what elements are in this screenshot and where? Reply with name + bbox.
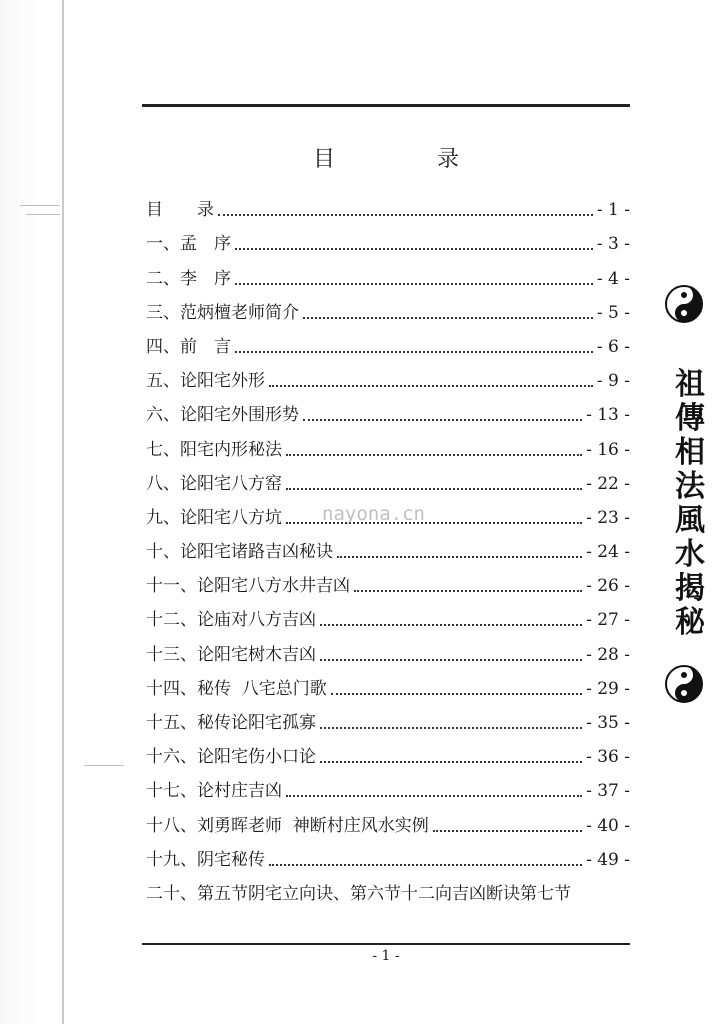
dot-leader bbox=[320, 761, 582, 763]
toc-entry-page: - 29 - bbox=[586, 678, 630, 699]
toc-entry[interactable] bbox=[146, 425, 630, 459]
toc-entry[interactable] bbox=[146, 323, 630, 357]
toc-entry[interactable] bbox=[146, 460, 630, 494]
toc-entry[interactable] bbox=[146, 528, 630, 562]
side-title-char: 風 bbox=[675, 503, 705, 538]
toc-entry-label: 十二、论庙对八方吉凶 bbox=[146, 610, 316, 631]
toc-entry-label: 五、论阳宅外形 bbox=[146, 371, 265, 392]
side-title-char: 法 bbox=[675, 469, 705, 504]
dot-leader bbox=[235, 248, 593, 250]
dot-leader bbox=[433, 830, 582, 832]
toc-entry[interactable] bbox=[146, 220, 630, 254]
toc-entry-label: 十八、刘勇晖老师 神断村庄风水实例 bbox=[146, 815, 429, 836]
toc-entry-label: 十六、论阳宅伤小口论 bbox=[146, 747, 316, 768]
toc-entry-label: 十一、论阳宅八方水井吉凶 bbox=[146, 576, 350, 597]
toc-entry-page: - 24 - bbox=[586, 542, 630, 563]
dot-leader bbox=[320, 659, 582, 661]
header-rule bbox=[142, 104, 630, 107]
toc-entry[interactable] bbox=[146, 596, 630, 630]
toc-entry[interactable] bbox=[146, 630, 630, 664]
toc-entry-label: 二十、第五节阴宅立向诀、第六节十二向吉凶断诀第七节 bbox=[146, 883, 571, 904]
toc-entry-label: 十、论阳宅诸路吉凶秘诀 bbox=[146, 542, 333, 563]
toc-entry[interactable] bbox=[146, 186, 630, 220]
dot-leader bbox=[320, 727, 582, 729]
dot-leader bbox=[235, 351, 593, 353]
toc-entry-page: - 37 - bbox=[586, 781, 630, 802]
toc-entry[interactable] bbox=[146, 665, 630, 699]
toc-entry-page: - 40 - bbox=[586, 815, 630, 836]
toc-entry-continued[interactable] bbox=[146, 870, 630, 904]
dot-leader bbox=[303, 419, 582, 421]
side-title-char: 祖 bbox=[675, 367, 705, 402]
dot-leader bbox=[331, 693, 582, 695]
dot-leader bbox=[286, 795, 582, 797]
toc-entry-page: - 5 - bbox=[596, 302, 630, 323]
toc-entry-label: 目 录 bbox=[146, 200, 214, 221]
scan-mark bbox=[26, 214, 60, 215]
toc-entry[interactable] bbox=[146, 254, 630, 288]
toc-entry-label: 十七、论村庄吉凶 bbox=[146, 781, 282, 802]
toc-entry[interactable] bbox=[146, 391, 630, 425]
side-title-char: 相 bbox=[675, 435, 705, 470]
toc-heading: 目 录 bbox=[312, 147, 499, 172]
toc-entry[interactable] bbox=[146, 357, 630, 391]
toc-entry-label: 七、阳宅内形秘法 bbox=[146, 439, 282, 460]
toc-entry-page: - 6 - bbox=[596, 336, 630, 357]
toc-entry-page: - 4 - bbox=[596, 268, 630, 289]
toc-entry[interactable] bbox=[146, 733, 630, 767]
dot-leader bbox=[337, 556, 582, 558]
toc-entry-label: 十三、论阳宅树木吉凶 bbox=[146, 644, 316, 665]
side-title-char: 水 bbox=[675, 537, 705, 572]
toc-entry-page: - 49 - bbox=[586, 849, 630, 870]
toc-entry-page: - 23 - bbox=[586, 507, 630, 528]
scan-mark bbox=[84, 765, 124, 766]
toc-entry-page: - 26 - bbox=[586, 576, 630, 597]
dot-leader bbox=[354, 590, 582, 592]
side-title-char: 揭 bbox=[675, 571, 705, 606]
binding-line bbox=[62, 0, 64, 1024]
footer-page-number: - 1 - bbox=[372, 948, 400, 964]
toc-entry-label: 十五、秘传论阳宅孤寡 bbox=[146, 713, 316, 733]
toc-entry-page: - 13 - bbox=[586, 405, 630, 426]
dot-leader bbox=[286, 488, 582, 490]
toc-entry-page: - 35 - bbox=[586, 713, 630, 733]
toc-entry-page: - 27 - bbox=[586, 610, 630, 631]
toc-entry[interactable] bbox=[146, 801, 630, 835]
toc-entry[interactable] bbox=[146, 562, 630, 596]
toc-entry-label: 一、孟 序 bbox=[146, 234, 231, 255]
toc-entry-label: 九、论阳宅八方坑 bbox=[146, 507, 282, 528]
toc-entry-page: - 3 - bbox=[596, 234, 630, 255]
toc-entry-page: - 16 - bbox=[586, 439, 630, 460]
toc-entry-label: 三、范炳檀老师简介 bbox=[146, 302, 299, 323]
footer-rule bbox=[142, 943, 630, 945]
dot-leader bbox=[235, 283, 593, 285]
watermark: nayona.cn bbox=[322, 503, 425, 525]
toc-entry[interactable] bbox=[146, 836, 630, 870]
toc-entry-page: - 28 - bbox=[586, 644, 630, 665]
yin-yang-icon bbox=[664, 664, 704, 704]
toc-entry-label: 十四、秘传 八宅总门歌 bbox=[146, 678, 327, 699]
toc-entry-label: 四、前 言 bbox=[146, 336, 231, 357]
toc-entry-page: - 22 - bbox=[586, 473, 630, 494]
dot-leader bbox=[286, 454, 582, 456]
side-title-char: 傳 bbox=[675, 401, 705, 436]
side-title-char: 秘 bbox=[675, 605, 705, 640]
toc-entry[interactable] bbox=[146, 289, 630, 323]
toc-entry[interactable] bbox=[146, 699, 630, 733]
toc-entry-page: - 9 - bbox=[596, 371, 630, 392]
toc-entry[interactable] bbox=[146, 767, 630, 801]
side-vertical-title bbox=[668, 368, 712, 640]
dot-leader bbox=[269, 385, 593, 387]
dot-leader bbox=[320, 624, 582, 626]
toc-entry-label: 十九、阴宅秘传 bbox=[146, 849, 265, 870]
dot-leader bbox=[303, 317, 593, 319]
toc-entry-page: - 1 - bbox=[596, 200, 630, 221]
toc-list bbox=[146, 186, 630, 904]
toc-entry-label: 六、论阳宅外围形势 bbox=[146, 405, 299, 426]
toc-entry-page: - 36 - bbox=[586, 747, 630, 768]
yin-yang-icon bbox=[664, 284, 704, 324]
dot-leader bbox=[218, 214, 593, 216]
toc-entry-label: 八、论阳宅八方窑 bbox=[146, 473, 282, 494]
scan-mark bbox=[20, 205, 60, 206]
dot-leader bbox=[269, 864, 582, 866]
toc-entry-label: 二、李 序 bbox=[146, 268, 231, 289]
